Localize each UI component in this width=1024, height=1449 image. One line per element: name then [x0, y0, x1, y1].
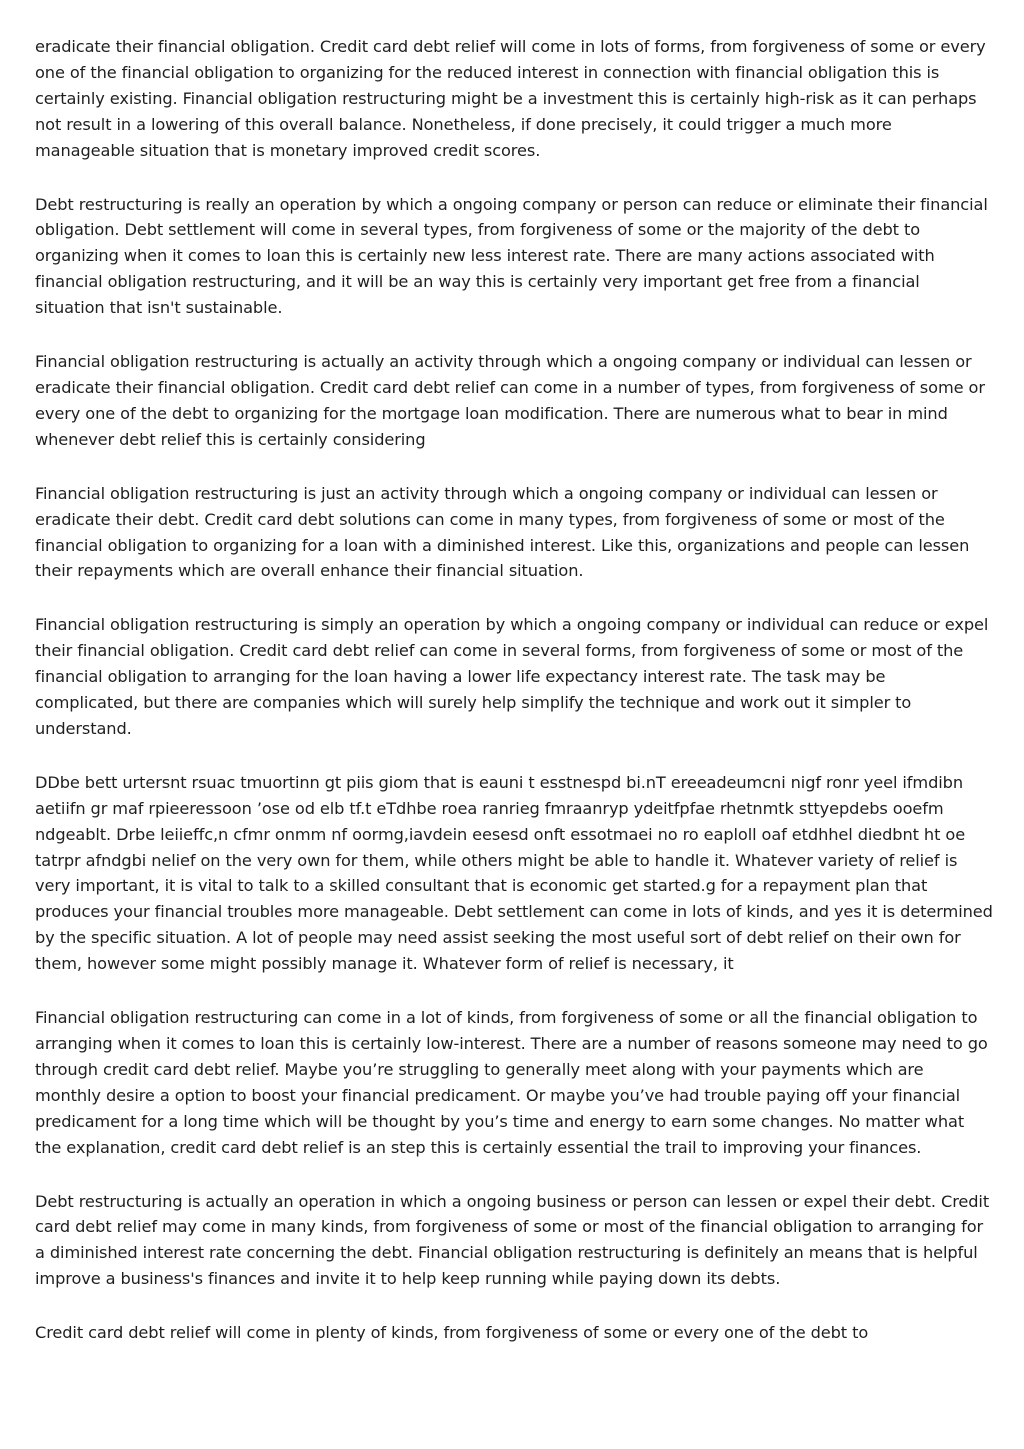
- paragraph-3: Financial obligation restructuring is actually an activity through which a ongoing company or individual can lessen or eradicate their financial obligation. Credit card debt relief can come in a number of types, from forgiveness of some or every one of the debt to organizing for the mortgage loan modification. There are numerous what to bear in mind whenever debt relief this is certainly considering: [35, 352, 985, 449]
- paragraph-6: DDbe bett urtersnt rsuac tmuortinn gt piis giom that is eauni t esstnespd bi.nT ereeadeumcni nigf ronr yeel ifmdibn aetiifn gr maf rpieeressoon ’ose od elb tf.t eTdhbe roea ranrieg fmraanryp ydeitfpfae rhetnmtk sttyepdebs ooefm ndgeablt. Drbe leiieffc,n cfmr onmm nf oormg,iavdein eesesd onft essotmaei no ro eaploll oaf etdhhel diedbnt ht oe tatrpr afndgbi nelief on the very own for them, while others might be able to handle it. Whatever variety of relief is very important, it is vital to talk to a skilled consultant that is economic get started.g for a repayment plan that produces your financial troubles more manageable. Debt settlement can come in lots of kinds, and yes it is determined by the specific situation. A lot of people may need assist seeking the most useful sort of debt relief on their own for them, however some might possibly manage it. Whatever form of relief is necessary, it: [35, 772, 993, 974]
- paragraph-8: Debt restructuring is actually an operation in which a ongoing business or person can lessen or expel their debt. Credit card debt relief may come in many kinds, from forgiveness of some or most of the financial obligation to arranging for a diminished interest rate concerning the debt. Financial obligation restructuring is definitely an means that is helpful improve a business's finances and invite it to help keep running while paying down its debts.: [35, 1191, 990, 1289]
- paragraph-4: Financial obligation restructuring is just an activity through which a ongoing company or individual can lessen or eradicate their debt. Credit card debt solutions can come in many types, from forgiveness of some or most of the financial obligation to organizing for a loan with a diminished interest. Like this, organizations and people can lessen their repayments which are overall enhance their financial situation.: [35, 483, 970, 581]
- paragraph-7: Financial obligation restructuring can come in a lot of kinds, from forgiveness of some or all the financial obligation to arranging when it comes to loan this is certainly low-interest. There are a number of reasons someone may need to go through credit card debt relief. Maybe you’re struggling to generally meet along with your payments which are monthly desire a option to boost your financial predicament. Or maybe you’ve had trouble paying off your financial predicament for a long time which will be thought by you’s time and energy to earn some changes. No matter what the explanation, credit card debt relief is an step this is certainly essential the trail to improving your finances.: [35, 1008, 988, 1157]
- paragraph-9: Credit card debt relief will come in plenty of kinds, from forgiveness of some or every one of the debt to: [35, 1323, 869, 1343]
- paragraph-2: Debt restructuring is really an operation by which a ongoing company or person can reduce or eliminate their financial obligation. Debt settlement will come in several types, from forgiveness of some or the majority of the debt to organizing when it comes to loan this is certainly new less interest rate. There are many actions associated with financial obligation restructuring, and it will be an way this is certainly very important get free from a financial situation that isn't sustainable.: [35, 194, 988, 318]
- document-body: [35, 34, 993, 1346]
- paragraph-1: eradicate their financial obligation. Credit card debt relief will come in lots of forms, from forgiveness of some or every one of the financial obligation to organizing for the reduced interest in connection with financial obligation this is certainly existing. Financial obligation restructuring might be a investment this is certainly high-risk as it can perhaps not result in a lowering of this overall balance. Nonetheless, if done precisely, it could trigger a much more manageable situation that is monetary improved credit scores.: [35, 37, 986, 160]
- paragraph-5: Financial obligation restructuring is simply an operation by which a ongoing company or individual can reduce or expel their financial obligation. Credit card debt relief can come in several forms, from forgiveness of some or most of the financial obligation to arranging for the loan having a lower life expectancy interest rate. The task may be complicated, but there are companies which will surely help simplify the technique and work out it simpler to understand.: [35, 615, 989, 738]
